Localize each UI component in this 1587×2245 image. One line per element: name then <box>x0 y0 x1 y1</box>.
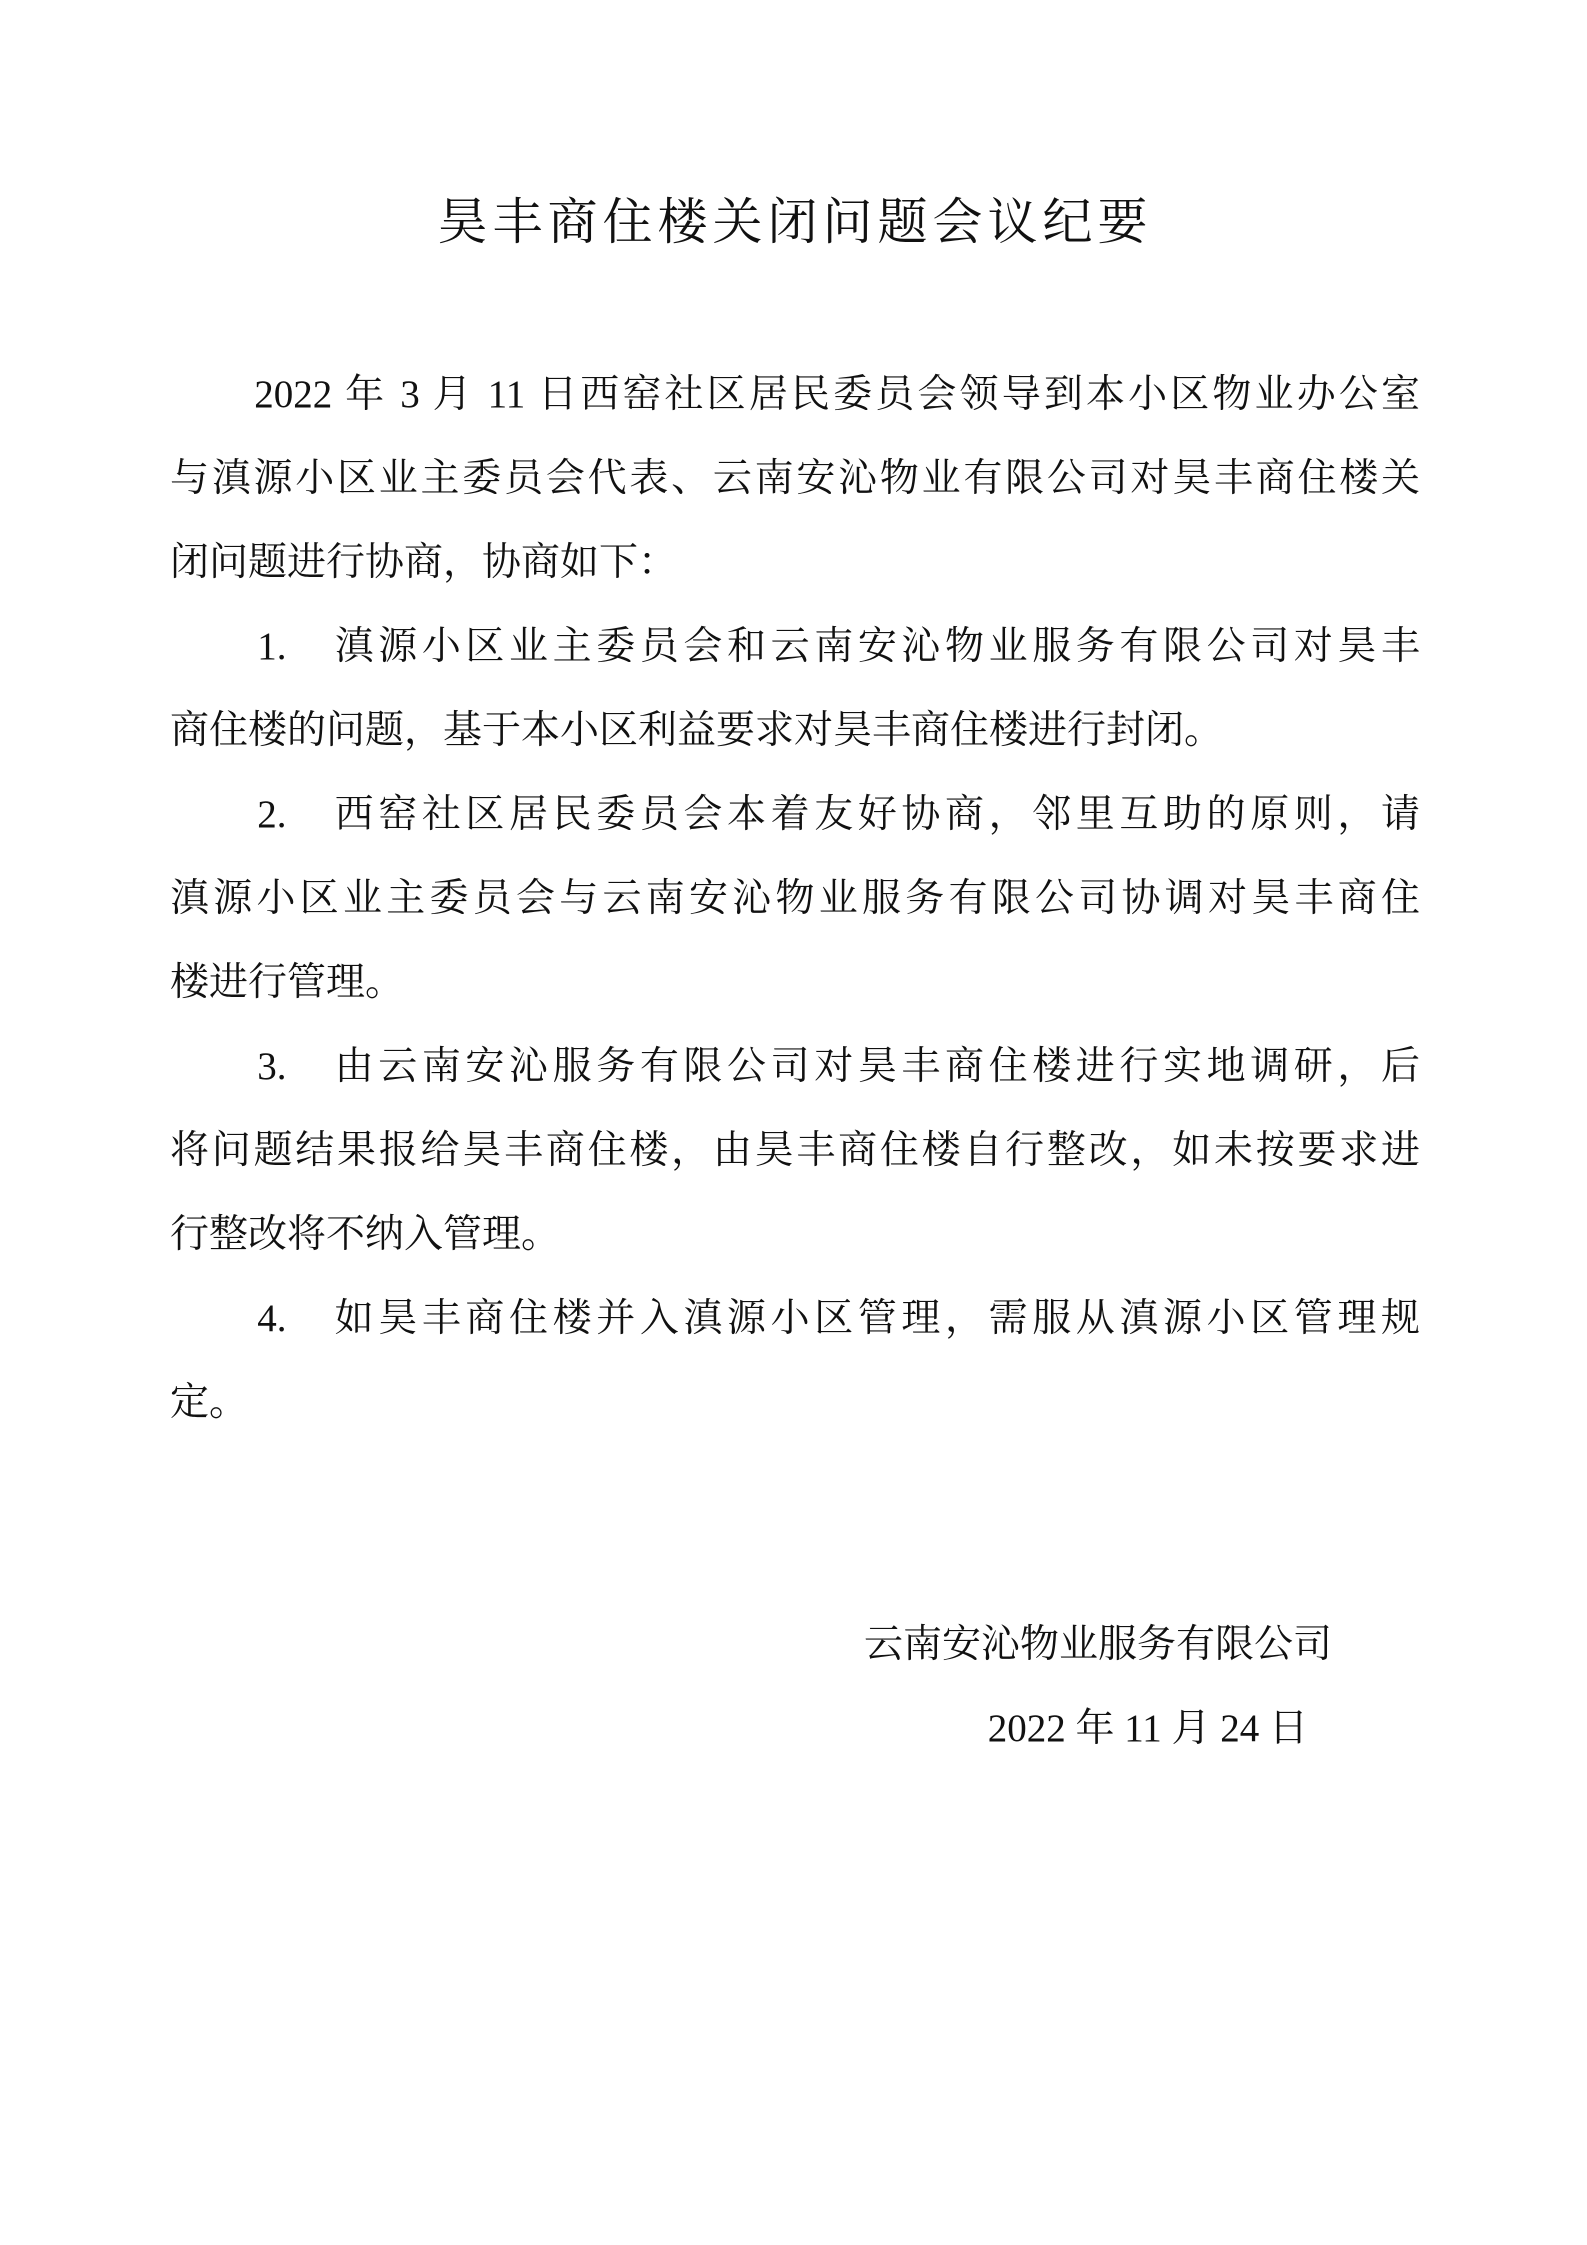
text-line: 将问题结果报给昊丰商住楼，由昊丰商住楼自行整改，如未按要求进 <box>170 1129 1420 1172</box>
text-line: 2022 年 3 月 11 日西窑社区居民委员会领导到本小区物业办公室 <box>170 373 1420 416</box>
text-line: 定。 <box>170 1381 249 1424</box>
text-line: 商住楼的问题，基于本小区利益要求对昊丰商住楼进行封闭。 <box>170 709 1224 752</box>
text-line: 3. 由云南安沁服务有限公司对昊丰商住楼进行实地调研，后 <box>170 1045 1420 1088</box>
signature-block <box>170 1603 1420 1771</box>
text-line: 楼进行管理。 <box>170 961 405 1004</box>
signature-company: 云南安沁物业服务有限公司 <box>863 1623 1332 1666</box>
text-line: 行整改将不纳入管理。 <box>170 1213 561 1256</box>
document-title: 昊丰商住楼关闭问题会议纪要 <box>437 194 1153 250</box>
signature-date: 2022 年 11 月 24 日 <box>987 1707 1308 1750</box>
text-line: 滇源小区业主委员会与云南安沁物业服务有限公司协调对昊丰商住 <box>170 877 1420 920</box>
text-line: 与滇源小区业主委员会代表、云南安沁物业有限公司对昊丰商住楼关 <box>170 457 1420 500</box>
text-line: 2. 西窑社区居民委员会本着友好协商，邻里互助的原则，请 <box>170 793 1420 836</box>
text-line: 闭问题进行协商，协商如下： <box>170 541 678 584</box>
text-line: 1. 滇源小区业主委员会和云南安沁物业服务有限公司对昊丰 <box>170 625 1420 668</box>
document-body <box>170 353 1420 1445</box>
text-line: 4. 如昊丰商住楼并入滇源小区管理，需服从滇源小区管理规 <box>170 1297 1420 1340</box>
